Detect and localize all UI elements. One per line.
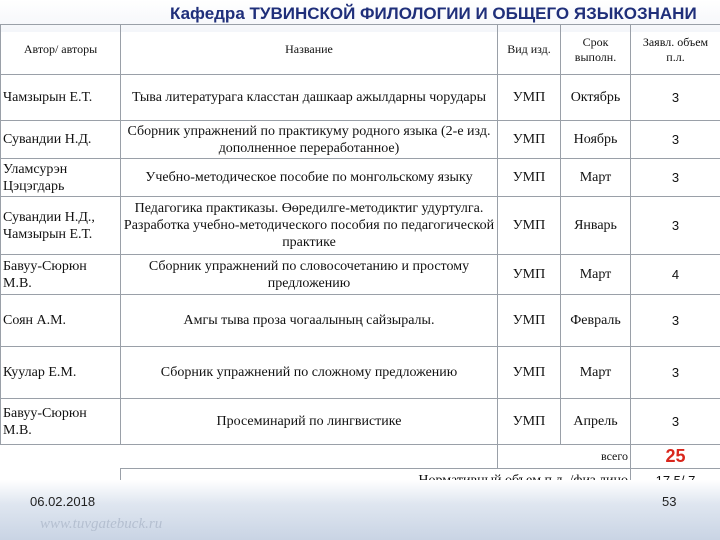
row-kind: УМП: [498, 121, 561, 159]
row-name: Тыва литературага класстан дашкаар ажылдарны чорудары: [121, 75, 498, 121]
total-value: 25: [631, 445, 720, 469]
row-volume: 3: [631, 75, 720, 121]
row-kind: УМП: [498, 159, 561, 197]
row-kind: УМП: [498, 255, 561, 295]
row-author: Уламсурэн Цэцэгдарь: [1, 159, 121, 197]
row-name: Сборник упражнений по практикуму родного языка (2-е изд. дополненное переработанное): [121, 121, 498, 159]
row-term: Март: [561, 255, 631, 295]
page-number: 53: [662, 494, 677, 509]
table-row: [1, 75, 720, 121]
header-author: Автор/ авторы: [1, 25, 121, 75]
row-kind: УМП: [498, 75, 561, 121]
row-name: Амгы тыва проза чогаалының сайзыралы.: [121, 295, 498, 347]
table-header-row: [1, 25, 720, 75]
row-term: Январь: [561, 197, 631, 255]
row-author: Бавуу-Сюрюн М.В.: [1, 399, 121, 445]
table-row: [1, 197, 720, 255]
row-kind: УМП: [498, 295, 561, 347]
total-label: всего: [498, 445, 631, 469]
row-volume: 3: [631, 197, 720, 255]
row-volume: 3: [631, 399, 720, 445]
row-term: Март: [561, 159, 631, 197]
row-author: Соян А.М.: [1, 295, 121, 347]
row-volume: 3: [631, 159, 720, 197]
row-name: Сборник упражнений по словосочетанию и простому предложению: [121, 255, 498, 295]
row-kind: УМП: [498, 399, 561, 445]
row-term: Апрель: [561, 399, 631, 445]
row-volume: 3: [631, 121, 720, 159]
row-term: Март: [561, 347, 631, 399]
header-kind: Вид изд.: [498, 25, 561, 75]
footer-date: 06.02.2018: [30, 494, 96, 509]
row-author: Бавуу-Сюрюн М.В.: [1, 255, 121, 295]
watermark: www.tuvgatebuck.ru: [40, 516, 163, 532]
page-title: Кафедра ТУВИНСКОЙ ФИЛОЛОГИИ И ОБЩЕГО ЯЗЫКОЗНАНИ: [170, 4, 697, 23]
row-author: Куулар Е.М.: [1, 347, 121, 399]
table-row: [1, 159, 720, 197]
row-kind: УМП: [498, 197, 561, 255]
row-volume: 3: [631, 295, 720, 347]
row-term: Февраль: [561, 295, 631, 347]
row-name: Сборник упражнений по сложному предложению: [121, 347, 498, 399]
table-row: [1, 399, 720, 445]
table-row: [1, 347, 720, 399]
header-name: Название: [121, 25, 498, 75]
table-row: [1, 255, 720, 295]
table-row: [1, 295, 720, 347]
row-term: Ноябрь: [561, 121, 631, 159]
row-term: Октябрь: [561, 75, 631, 121]
row-author: Сувандии Н.Д., Чамзырын Е.Т.: [1, 197, 121, 255]
publications-table: [0, 24, 720, 493]
row-name: Просеминарий по лингвистике: [121, 399, 498, 445]
row-volume: 3: [631, 347, 720, 399]
table-row: [1, 121, 720, 159]
row-author: Сувандии Н.Д.: [1, 121, 121, 159]
total-row: [1, 445, 720, 469]
header-volume: Заявл. объем п.л.: [631, 25, 720, 75]
row-author: Чамзырын Е.Т.: [1, 75, 121, 121]
row-name: Педагогика практиказы. Өөредилге-методиктиг удуртулга. Разработка учебно-методического пособия по педагогической практике: [121, 197, 498, 255]
row-kind: УМП: [498, 347, 561, 399]
header-term: Срок выполн.: [561, 25, 631, 75]
row-name: Учебно-методическое пособие по монгольскому языку: [121, 159, 498, 197]
row-volume: 4: [631, 255, 720, 295]
